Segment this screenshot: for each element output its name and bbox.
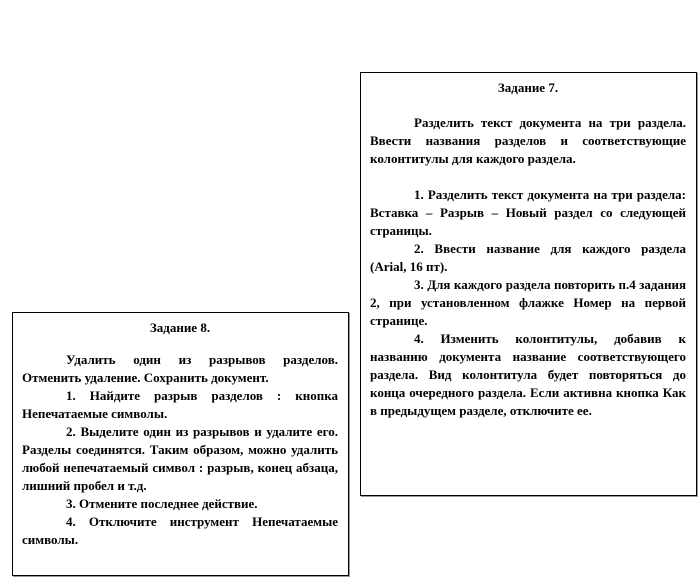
task-8-step-4-tool: Непечатаемые символы. bbox=[22, 514, 338, 547]
task-7-step-4 bbox=[370, 330, 686, 420]
task-8-step-4-text: 4. Отключите инструмент bbox=[66, 514, 239, 529]
task-7-box bbox=[360, 72, 697, 496]
task-7-intro: Разделить текст документа на три раздела. Ввести названия разделов и соответствующие колонтитулы для каждого раздела. bbox=[370, 115, 686, 166]
task-8-step-3: 3. Отмените последнее действие. bbox=[66, 496, 258, 511]
task-7-step-1-text: 1. Разделить текст документа на три раздела: bbox=[414, 187, 686, 202]
task-7-step-4-button: Как в предыдущем разделе, отключите ее. bbox=[370, 385, 687, 418]
task-7-step-3 bbox=[370, 276, 686, 330]
task-8-step-1 bbox=[22, 387, 338, 423]
task-7-step-2: 2. Ввести название для каждого раздела (Arial, 16 пт). bbox=[370, 241, 686, 274]
task-7-step-3-flag: Номер на первой странице. bbox=[370, 295, 686, 328]
task-8-step-1-button: Непечатаемые символы. bbox=[22, 406, 168, 421]
task-8-title: Задание 8. bbox=[149, 320, 211, 335]
task-7-step-4-text: 4. Изменить колонтитулы, добавив к названию документа название соответствующего раздела. Вид колонтитула будет повторяться до конца очередного раздела. Если активна кнопка bbox=[370, 331, 686, 400]
task-8-step-4 bbox=[22, 513, 338, 549]
task-7-step-3-text: 3. Для каждого раздела повторить п.4 задания 2, при установленном флажке bbox=[370, 277, 686, 310]
task-8-step-1-text: 1. Найдите разрыв разделов : кнопка bbox=[66, 388, 338, 403]
task-8-intro: Удалить один из разрывов разделов. Отменить удаление. Сохранить документ. bbox=[22, 352, 338, 385]
task-8-step-2: 2. Выделите один из разрывов и удалите его. Разделы соединятся. Таким образом, можно удалить любой непечатаемый символ : разрыв, конец абзаца, лишний пробел и т.д. bbox=[22, 424, 338, 493]
task-7-title: Задание 7. bbox=[497, 80, 559, 95]
task-8-box bbox=[12, 312, 349, 576]
task-7-step-1 bbox=[370, 186, 686, 240]
task-7-step-1-menu-path: Вставка – Разрыв – Новый раздел со следующей страницы. bbox=[370, 205, 686, 238]
